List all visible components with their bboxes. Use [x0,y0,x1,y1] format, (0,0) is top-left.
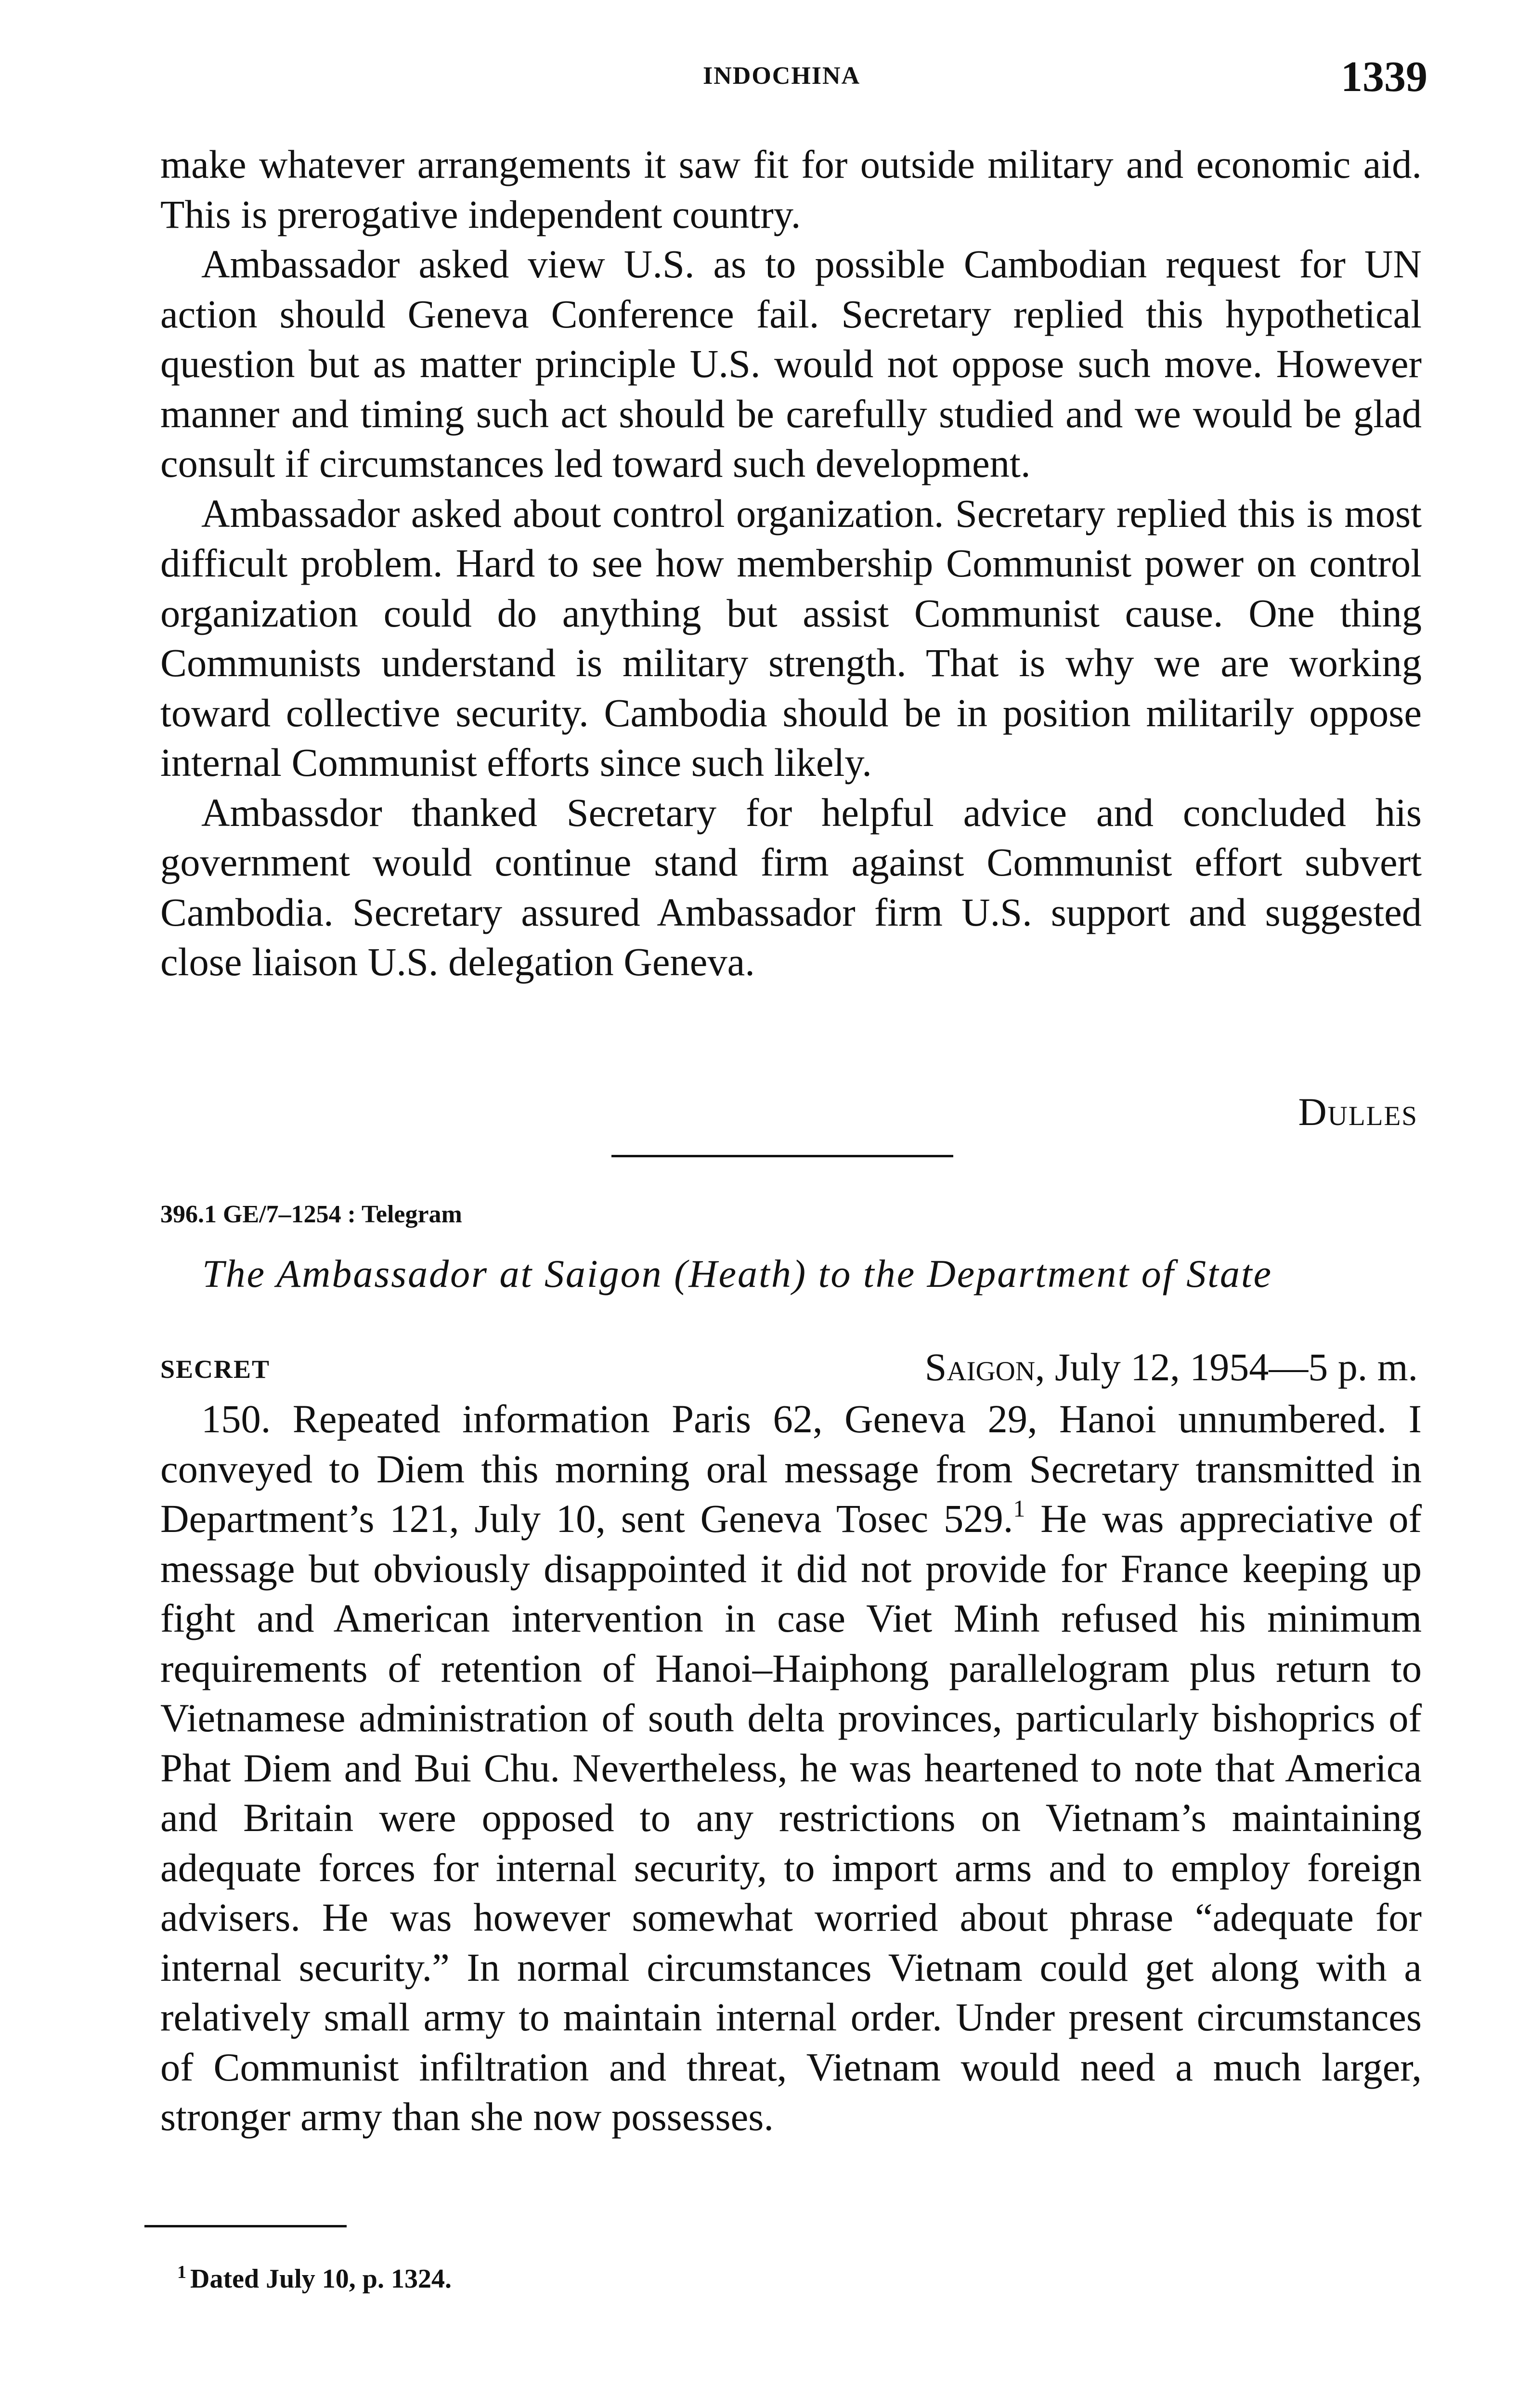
paragraph-text: He was appreciative of message but obviously disappointed it did not provide for France keeping up fight and American intervention in case Viet Minh refused his minimum requirements of retention of Hanoi–Haiphong parallelogram plus return to Vietnamese administration of south delta provinces, particularly bishoprics of Phat Diem and Bui Chu. Nevertheless, he was heartened to note that America and Britain were opposed to any restrictions on Vietnam’s maintaining adequate forces for internal security, to import arms and to employ foreign advisers. He was however somewhat worried about phrase “adequate for internal security.” In normal circumstances Vietnam could get along with a relatively small army to maintain internal order. Under present circumstances of Communist infiltration and threat, Vietnam would need a much larger, stronger army than she now possesses. [160,1496,1422,2139]
paragraph: make whatever arrangements it saw fit for outside military and economic aid. This is prerogative independent country. [160,142,1422,236]
dateline-place: Saigon [924,1345,1036,1389]
paragraph [160,1394,1422,2142]
section-divider [611,1155,953,1157]
signature: Dulles [1298,1090,1418,1134]
page-number: 1339 [1341,53,1427,101]
dateline-date: , July 12, 1954—5 p. m. [1035,1345,1418,1389]
file-number: 396.1 GE/7–1254 : Telegram [160,1201,462,1228]
paragraph-text: 150. Repeated information Paris 62, Geneva 29, Hanoi unnumbered. I conveyed to Diem this morning oral message from Secretary transmitted in Department’s 121, July 10, sent Geneva Tosec 529. [160,1397,1422,1541]
paragraph: Ambassador asked about control organization. Secretary replied this is most difficult problem. Hard to see how membership Communist power on control organization could do anything but assist Communist cause. One thing Communists understand is military strength. That is why we are working toward collective security. Cambodia should be in position militarily oppose internal Communist efforts since such likely. [160,491,1422,785]
continued-text [160,140,1422,987]
footnote-text: Dated July 10, p. 1324. [190,2264,452,2294]
footnote-reference[interactable]: 1 [1013,1495,1025,1522]
dateline [925,1345,1418,1390]
telegram-text [160,1394,1422,2142]
footnote-marker: 1 [177,2262,186,2282]
classification: SECRET [160,1355,271,1384]
paragraph: Ambassdor thanked Secretary for helpful advice and concluded his government would continue stand firm against Communist effort subvert Cambodia. Secretary assured Ambassador firm U.S. support and suggested close liaison U.S. delegation Geneva. [160,790,1422,984]
footnote [177,2264,452,2294]
running-title: INDOCHINA [703,62,861,90]
paragraph: Ambassador asked view U.S. as to possible Cambodian request for UN action should Geneva Conference fail. Secretary replied this hypothetical question but as matter principle U.S. would not oppose such move. However manner and timing such act should be carefully studied and we would be glad consult if circumstances led toward such development. [160,242,1422,485]
document-title: The Ambassador at Saigon (Heath) to the Department of State [202,1252,1273,1296]
footnote-divider [144,2225,347,2227]
